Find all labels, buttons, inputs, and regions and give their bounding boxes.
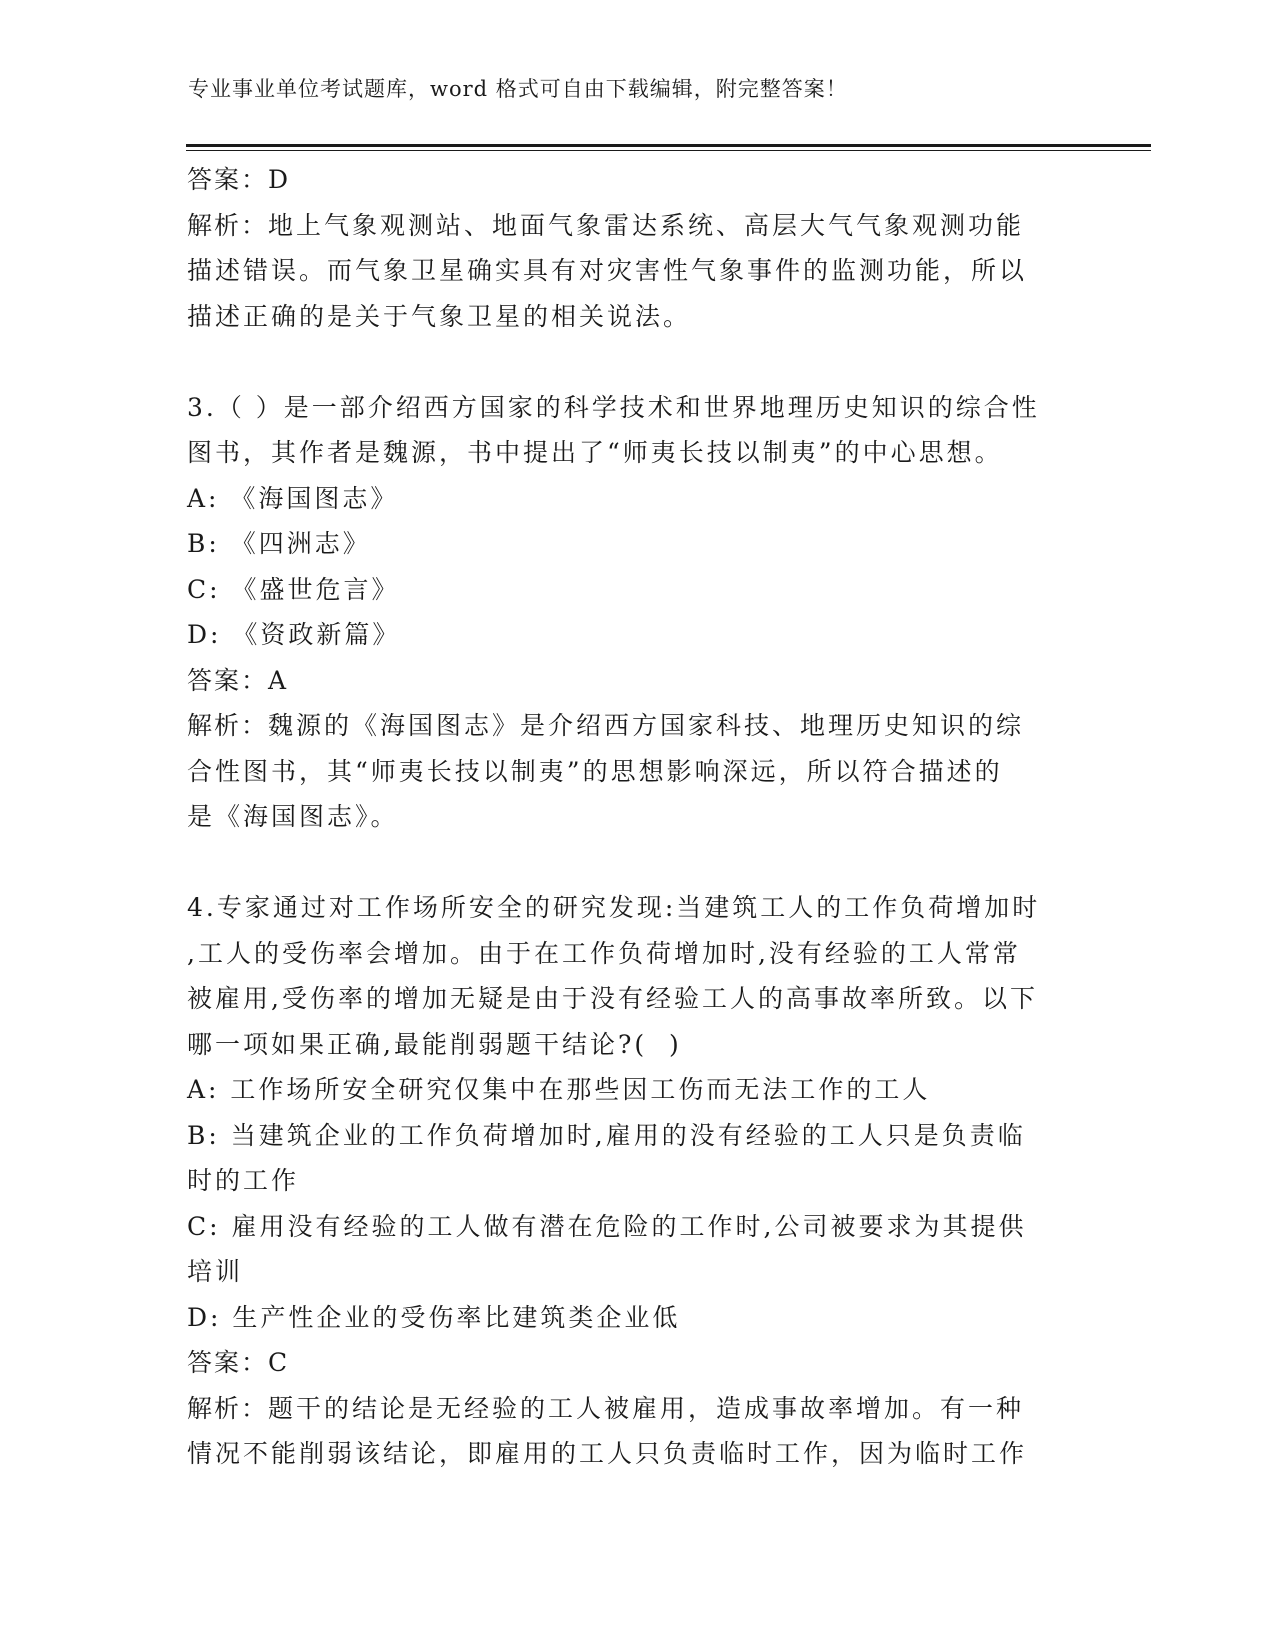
answer-value: A [268, 665, 290, 695]
analysis-line [187, 1386, 1087, 1432]
answer-line [187, 157, 1087, 203]
option-c: C: 《盛世危言》 [187, 574, 400, 604]
question-stem: 4.专家通过对工作场所安全的研究发现:当建筑工人的工作负荷增加时 [187, 893, 1041, 922]
answer-label: 答案： [187, 165, 269, 194]
answer-line [187, 658, 1087, 704]
header-rule [186, 144, 1151, 147]
option-d: D: 《资政新篇》 [187, 620, 401, 649]
analysis-text: 地上气象观测站、地面气象雷达系统、高层大气气象观测功能 [268, 210, 1025, 240]
answer-value: C [268, 1348, 291, 1377]
analysis-label: 解析： [187, 711, 269, 740]
analysis-line [187, 203, 1087, 249]
analysis-text: 题干的结论是无经验的工人被雇用，造成事故率增加。有一种 [268, 1393, 1025, 1423]
analysis-text: 合性图书，其“师夷长技以制夷”的思想影响深远，所以符合描述的 [187, 756, 1003, 786]
spacer [187, 840, 1087, 886]
answer-value: D [268, 165, 292, 194]
option-c: C: 雇用没有经验的工人做有潜在危险的工作时,公司被要求为其提供 [187, 1211, 1027, 1241]
option-a: A: 《海国图志》 [187, 483, 399, 513]
analysis-label: 解析： [187, 210, 269, 240]
question-stem: 图书，其作者是魏源，书中提出了“师夷长技以制夷”的中心思想。 [187, 438, 1003, 467]
page-header: 专业事业单位考试题库，word 格式可自由下载编辑，附完整答案！ [188, 77, 848, 101]
option-c-cont: 培训 [187, 1257, 244, 1286]
answer-label: 答案： [187, 665, 269, 695]
answer-label: 答案： [187, 1348, 269, 1377]
option-d: D: 生产性企业的受伤率比建筑类企业低 [187, 1302, 681, 1332]
question-stem: 被雇用,受伤率的增加无疑是由于没有经验工人的高事故率所致。以下 [187, 984, 1038, 1013]
analysis-text: 描述正确的是关于气象卫星的相关说法。 [187, 301, 692, 331]
analysis-line [187, 703, 1087, 749]
header-rule-thin [186, 150, 1151, 151]
option-b: B: 《四洲志》 [187, 529, 371, 558]
option-b: B: 当建筑企业的工作负荷增加时,雇用的没有经验的工人只是负责临 [187, 1120, 1026, 1150]
question-stem: 3.（ ）是一部介绍西方国家的科学技术和世界地理历史知识的综合性 [187, 392, 1040, 422]
analysis-text: 魏源的《海国图志》是介绍西方国家科技、地理历史知识的综 [268, 711, 1025, 740]
analysis-text: 描述错误。而气象卫星确实具有对灾害性气象事件的监测功能，所以 [187, 256, 1028, 285]
analysis-text: 情况不能削弱该结论，即雇用的工人只负责临时工作，因为临时工作 [187, 1439, 1028, 1468]
question-stem: 哪一项如果正确,最能削弱题干结论?( ) [187, 1029, 682, 1059]
question-stem: ,工人的受伤率会增加。由于在工作负荷增加时,没有经验的工人常常 [187, 938, 1021, 968]
option-a: A: 工作场所安全研究仅集中在那些因工伤而无法工作的工人 [187, 1075, 931, 1104]
analysis-text: 是《海国图志》。 [187, 802, 399, 831]
spacer [187, 339, 1087, 385]
document-body [187, 157, 1087, 1477]
analysis-label: 解析： [187, 1393, 269, 1423]
option-b-cont: 时的工作 [187, 1166, 300, 1195]
answer-line [187, 1340, 1087, 1386]
